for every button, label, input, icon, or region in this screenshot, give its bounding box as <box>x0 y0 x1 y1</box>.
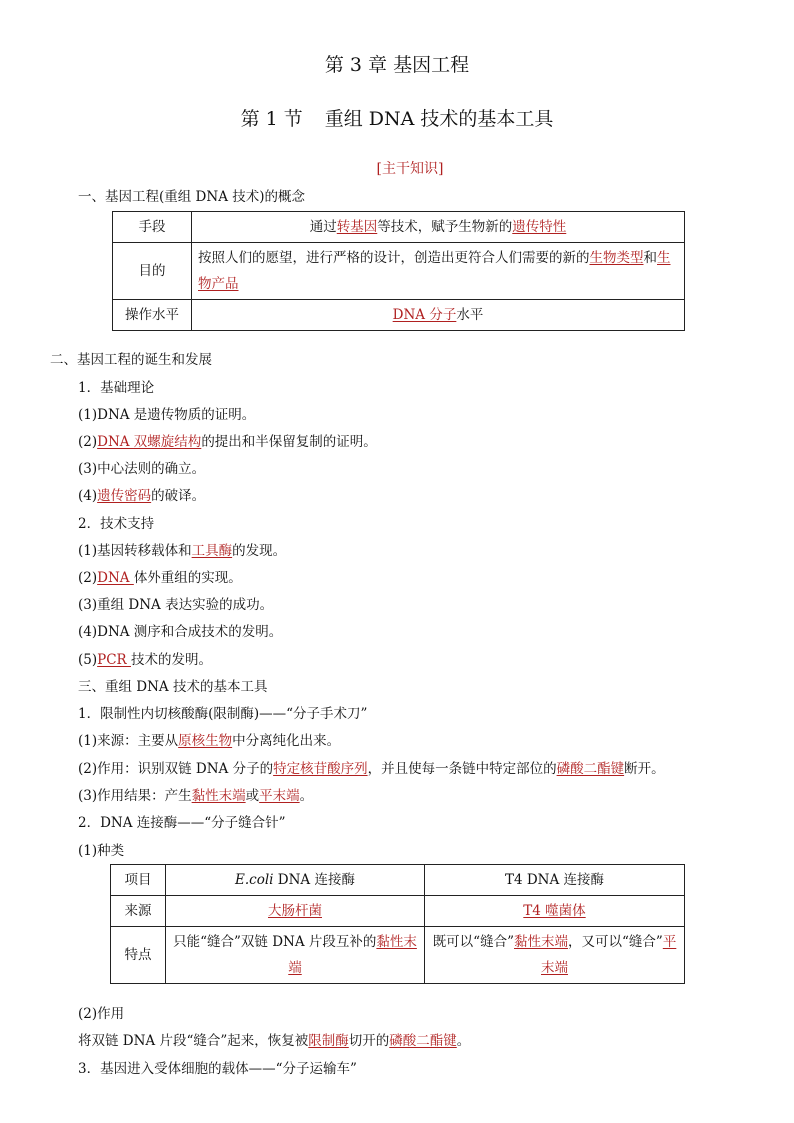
table-header-row <box>111 865 685 896</box>
section-title <box>0 104 794 131</box>
list-item: (2)作用：识别双链 DNA 分子的特定核苷酸序列，并且使每一条链中特定部位的磷酸二酯键断开。 <box>78 761 665 777</box>
table-key: 来源 <box>111 896 166 927</box>
list-item: (3)重组 DNA 表达实验的成功。 <box>78 597 274 613</box>
list-item: (4)DNA 测序和合成技术的发明。 <box>78 624 283 640</box>
list-item: (2)作用 <box>78 1006 125 1022</box>
list-item: (5)PCR 技术的发明。 <box>78 652 212 668</box>
list-item: (1)DNA 是遗传物质的证明。 <box>78 407 256 423</box>
list-item: (2)DNA 体外重组的实现。 <box>78 570 242 586</box>
table-cell: 通过转基因等技术，赋予生物新的遗传特性 <box>192 212 685 243</box>
part2-heading: 二、基因工程的诞生和发展 <box>50 352 212 368</box>
list-item: (1)基因转移载体和工具酶的发现。 <box>78 543 287 559</box>
table-cell: 大肠杆菌 <box>166 896 425 927</box>
ligase-table <box>110 864 685 984</box>
table-row <box>111 896 685 927</box>
table-header: 项目 <box>111 865 166 896</box>
table-cell: T4 噬菌体 <box>425 896 685 927</box>
chapter-title: 第 3 章 基因工程 <box>324 54 470 76</box>
paragraph: 将双链 DNA 片段“缝合”起来，恢复被限制酶切开的磷酸二酯键。 <box>78 1033 471 1049</box>
part1-heading: 一、基因工程(重组 DNA 技术)的概念 <box>78 189 306 205</box>
subheading: 2．DNA 连接酶——“分子缝合针” <box>78 815 286 831</box>
table-row <box>113 300 685 331</box>
table-header: E.coli DNA 连接酶 <box>166 865 425 896</box>
table-cell: 只能“缝合”双链 DNA 片段互补的黏性末端 <box>166 927 425 984</box>
subheading: 1．限制性内切核酸酶(限制酶)——“分子手术刀” <box>78 706 368 722</box>
table-header: T4 DNA 连接酶 <box>425 865 685 896</box>
table-key: 操作水平 <box>113 300 192 331</box>
subheading: 1．基础理论 <box>78 380 155 396</box>
section-name: 重组 DNA 技术的基本工具 <box>324 108 554 130</box>
subheading: 3．基因进入受体细胞的载体——“分子运输车” <box>78 1061 357 1077</box>
concept-table <box>112 211 685 331</box>
table-cell: 按照人们的愿望，进行严格的设计，创造出更符合人们需要的新的生物类型和生物产品 <box>192 243 685 300</box>
table-cell: DNA 分子水平 <box>192 300 685 331</box>
table-key: 目的 <box>113 243 192 300</box>
section-number: 第 1 节 <box>240 108 303 130</box>
part3-heading: 三、重组 DNA 技术的基本工具 <box>78 679 268 695</box>
section-tag: [主干知识] <box>376 161 444 177</box>
table-key: 手段 <box>113 212 192 243</box>
list-item: (4)遗传密码的破译。 <box>78 488 206 504</box>
list-item: (1)种类 <box>78 843 125 859</box>
list-item: (2)DNA 双螺旋结构的提出和半保留复制的证明。 <box>78 434 377 450</box>
table-row <box>113 212 685 243</box>
table-key: 特点 <box>111 927 166 984</box>
table-row <box>111 927 685 984</box>
list-item: (1)来源：主要从原核生物中分离纯化出来。 <box>78 733 341 749</box>
list-item: (3)中心法则的确立。 <box>78 461 206 477</box>
table-cell: 既可以“缝合”黏性末端，又可以“缝合”平末端 <box>425 927 685 984</box>
subheading: 2．技术支持 <box>78 516 155 532</box>
table-row <box>113 243 685 300</box>
list-item: (3)作用结果：产生黏性末端或平末端。 <box>78 788 314 804</box>
